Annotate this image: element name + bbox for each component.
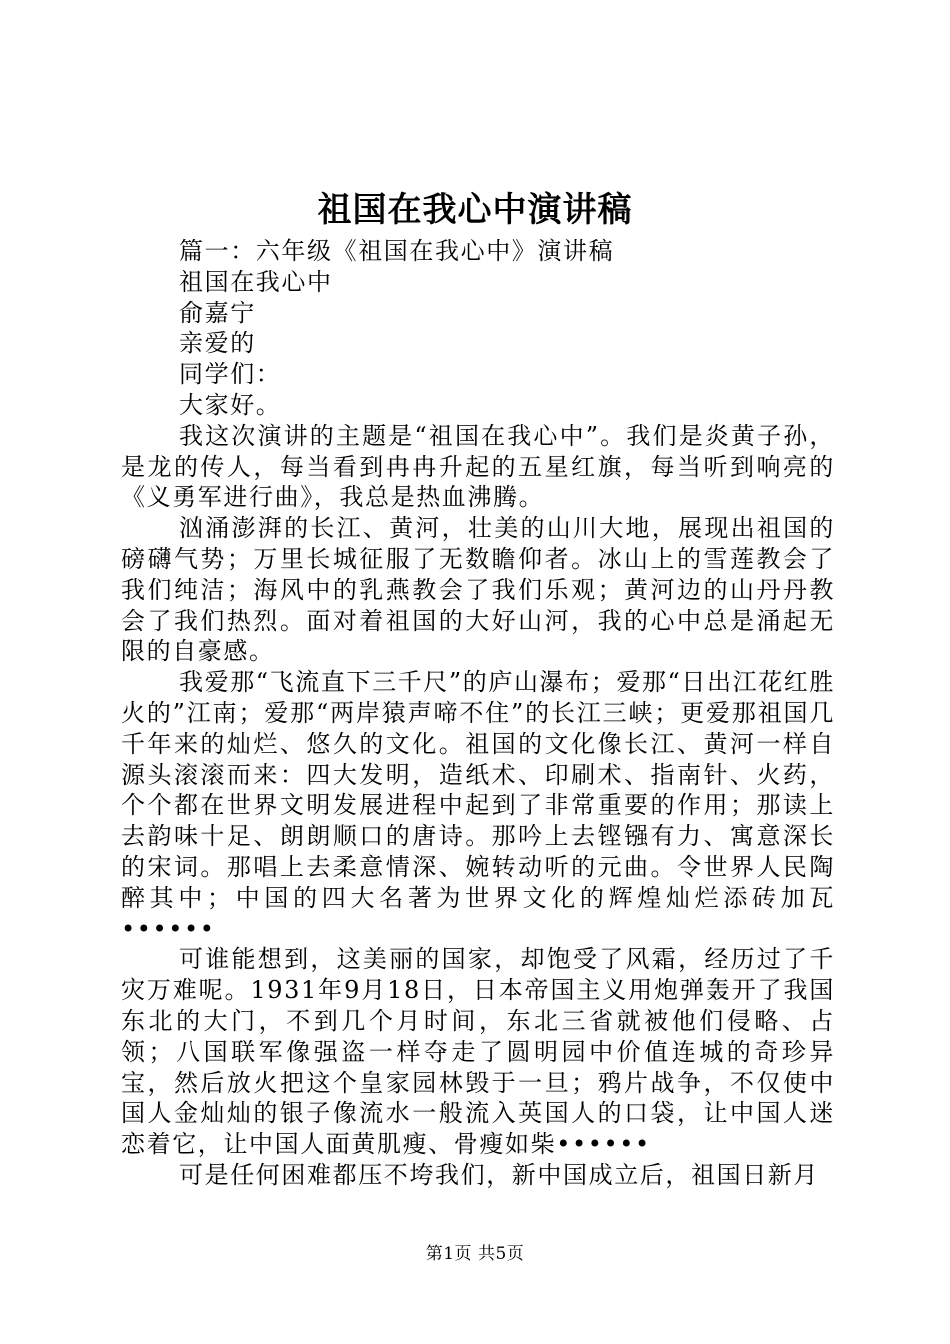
section-heading: 篇一：六年级《祖国在我心中》演讲稿 (179, 237, 615, 265)
speech-title-line: 祖国在我心中 (179, 267, 333, 296)
paragraph: 汹涌澎湃的长江、黄河，壮美的山川大地，展现出祖国的磅礴气势；万里长城征服了无数瞻仰者。冰山上的雪莲教会了我们纯洁；海风中的乳燕教会了我们乐观；黄河边的山丹丹教会了我们热烈。面对着祖国的大好山河，我的心中总是涌起无限的自豪感。 (121, 514, 835, 666)
document-title: 祖国在我心中演讲稿 (317, 190, 633, 230)
salutation-line: 同学们： (179, 360, 282, 389)
paragraph: 我这次演讲的主题是“祖国在我心中”。我们是炎黄子孙，是龙的传人，每当看到冉冉升起的五星红旗，每当听到响亮的《义勇军进行曲》，我总是热血沸腾。 (121, 421, 835, 512)
document-body (121, 236, 835, 1191)
paragraph: 可谁能想到，这美丽的国家，却饱受了风霜，经历过了千灾万难呢。1931年9月18日，日本帝国主义用炮弹轰开了我国东北的大门，不到几个月时间，东北三省就被他们侵略、占领；八国联军像强盗一样夺走了圆明园中价值连城的奇珍异宝，然后放火把这个皇家园林毁于一旦；鸦片战争，不仅使中国人金灿灿的银子像流水一般流入英国人的口袋，让中国人迷恋着它，让中国人面黄肌瘦、骨瘦如柴•••••• (121, 945, 835, 1159)
page-number-footer: 第1页 共5页 (425, 1244, 525, 1264)
paragraph: 可是任何困难都压不垮我们，新中国成立后，祖国日新月 (179, 1160, 819, 1189)
author-line: 俞嘉宁 (179, 298, 256, 327)
salutation-line: 亲爱的 (179, 329, 256, 358)
greeting-line: 大家好。 (179, 390, 282, 419)
paragraph: 我爱那“飞流直下三千尺”的庐山瀑布；爱那“日出江花红胜火的”江南；爱那“两岸猿声啼不住”的长江三峡；更爱那祖国几千年来的灿烂、悠久的文化。祖国的文化像长江、黄河一样自源头滚滚而来：四大发明，造纸术、印刷术、指南针、火药，个个都在世界文明发展进程中起到了非常重要的作用；那读上去韵味十足、朗朗顺口的唐诗。那吟上去铿镪有力、寓意深长的宋词。那唱上去柔意情深、婉转动听的元曲。令世界人民陶醉其中；中国的四大名著为世界文化的辉煌灿烂添砖加瓦•••••• (121, 668, 836, 943)
